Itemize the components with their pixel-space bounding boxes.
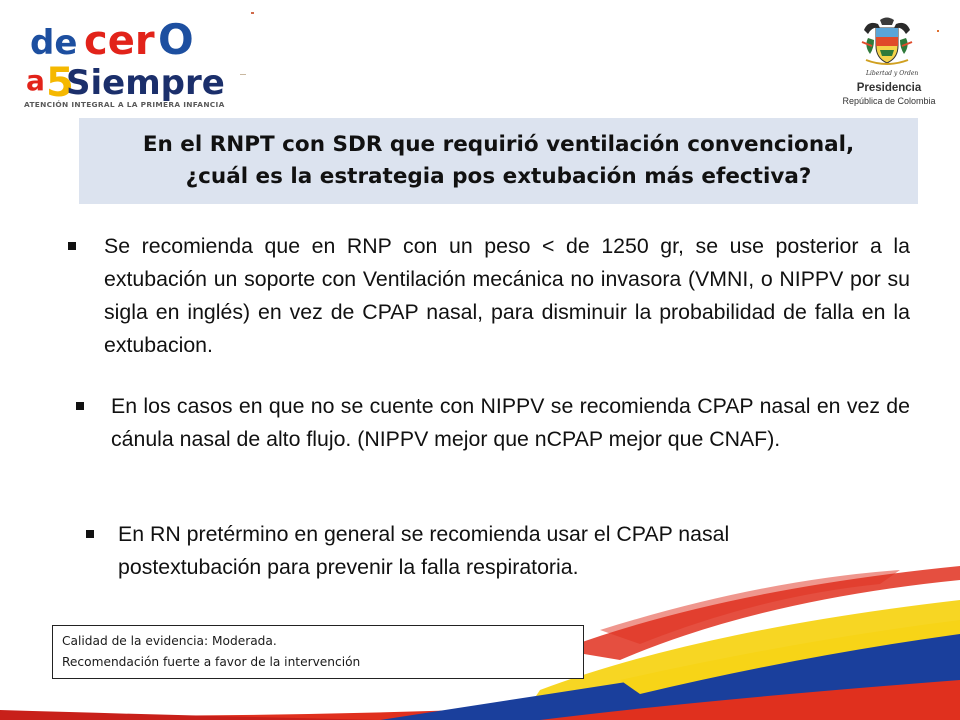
logo-five: 5 [46,60,74,106]
header-divider [240,74,246,75]
evidence-recommendation: Recomendación fuerte a favor de la intervención [62,655,361,669]
question-line-2: ¿cuál es la estrategia pos extubación más efectiva? [185,164,812,189]
header-accent-dot [251,12,254,14]
presidencia-label-block [836,82,942,112]
accent-dot [937,30,939,32]
presidencia-title: Presidencia [856,82,922,94]
evidence-quality: Calidad de la evidencia: Moderada. [62,634,277,648]
recommendation-text-1: Se recomienda que en RNP con un peso < de 1250 gr, se use posterior a la extubación un soporte con Ventilación mecánica no invasora (VMNI, o NIPPV por su sigla en inglés) en vez de CPAP nasal, para disminuir la probabilidad de falla en la extubacion. [104,234,910,357]
recommendation-text-3-line-2: postextubación para prevenir la falla respiratoria. [118,555,579,579]
recommendation-bullet-1 [104,230,910,362]
coat-of-arms-icon [858,16,916,68]
question-line-1: En el RNPT con SDR que requirió ventilación convencional, [142,132,855,157]
seal-motto: Libertad y Orden [866,70,919,77]
recommendation-bullet-2 [111,390,910,456]
recommendation-text-3-line-1: En RN pretérmino en general se recomienda usar el CPAP nasal [118,522,730,546]
question-banner [79,118,918,204]
evidence-box [52,625,584,679]
logo-word-siempre: Siempre [66,63,225,103]
logo-tagline: ATENCIÓN INTEGRAL A LA PRIMERA INFANCIA [24,100,225,109]
logo-letter-o: O [158,15,194,64]
logo-word-a: a [26,64,45,97]
logo-word-de: de [30,23,78,63]
presidencia-subtitle: República de Colombia [842,96,936,106]
recommendation-text-2: En los casos en que no se cuente con NIPPV se recomienda CPAP nasal en vez de cánula nasal de alto flujo. (NIPPV mejor que nCPAP mejor que CNAF). [111,394,910,451]
logo-word-cer: cer [84,18,155,64]
square-bullet-icon [76,402,84,410]
square-bullet-icon [68,242,76,250]
square-bullet-icon [86,530,94,538]
